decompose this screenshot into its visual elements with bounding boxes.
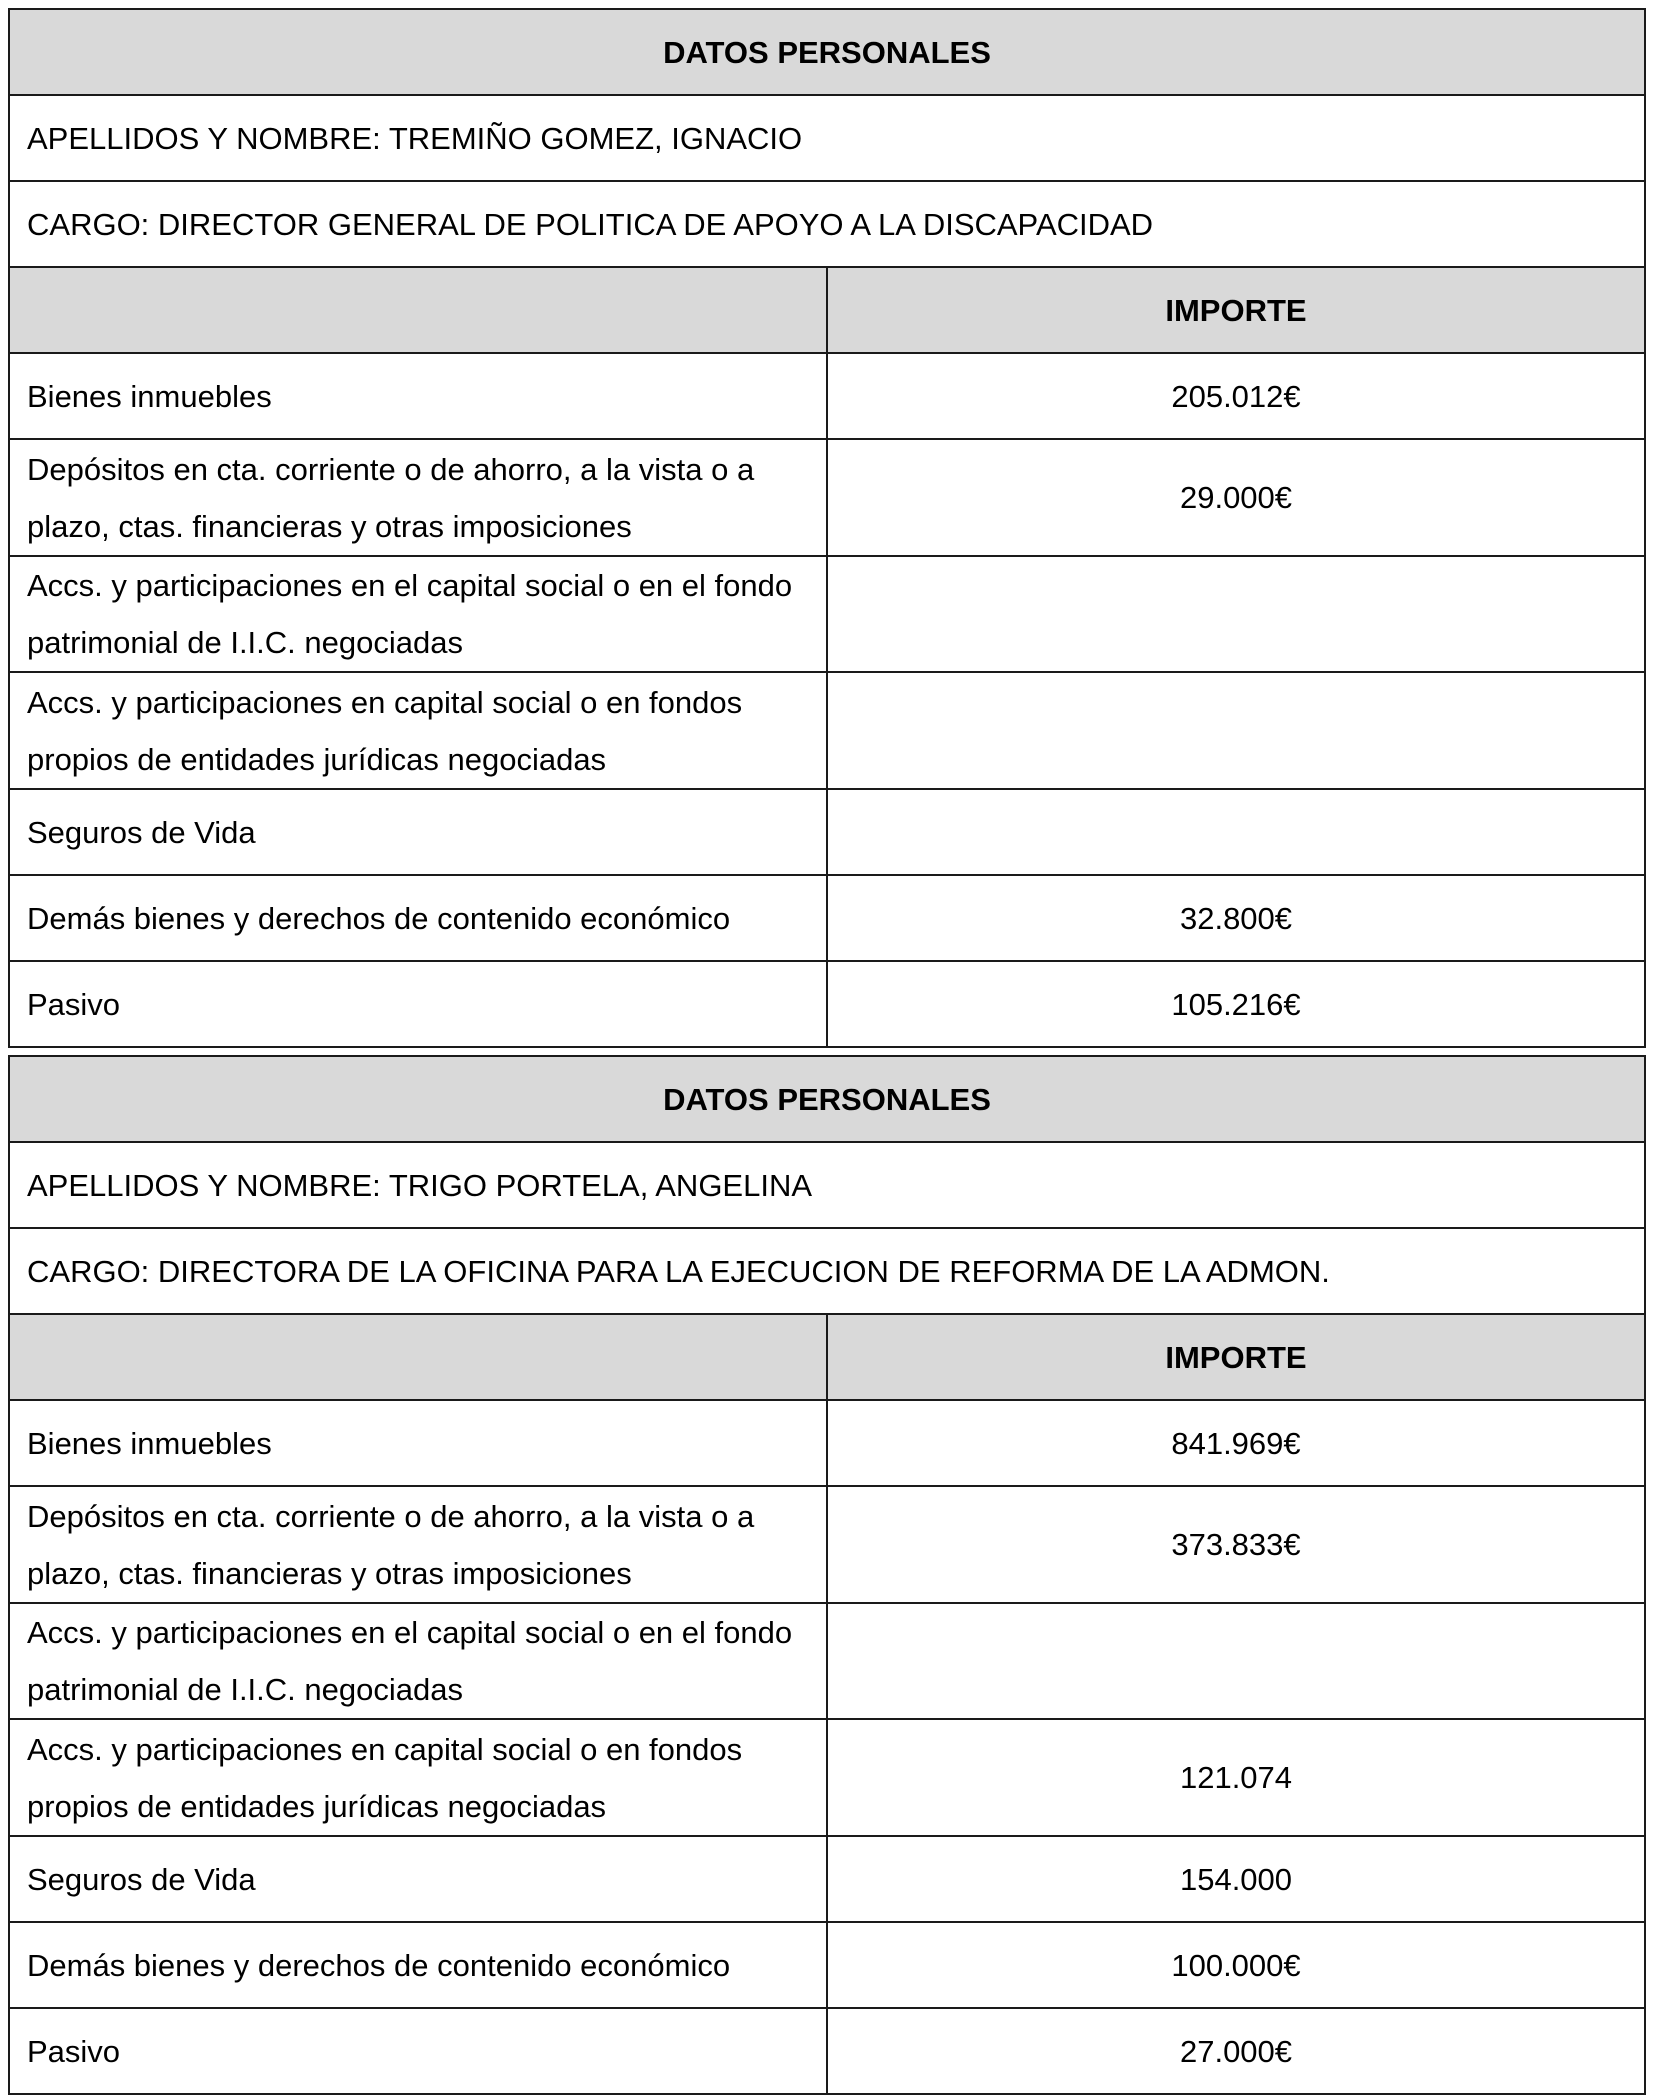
row-label: Seguros de Vida xyxy=(9,789,827,875)
amount-column-header: IMPORTE xyxy=(827,1314,1645,1400)
row-amount xyxy=(827,672,1645,789)
table-row xyxy=(9,2008,1645,2094)
table-row xyxy=(9,789,1645,875)
section-title: DATOS PERSONALES xyxy=(9,1056,1645,1142)
row-label: Demás bienes y derechos de contenido económico xyxy=(9,875,827,961)
table-row xyxy=(9,672,1645,789)
row-amount xyxy=(827,1603,1645,1719)
declaration-table-trigo xyxy=(8,1055,1646,2095)
row-amount: 205.012€ xyxy=(827,353,1645,439)
row-amount: 32.800€ xyxy=(827,875,1645,961)
row-amount: 29.000€ xyxy=(827,439,1645,556)
row-label: Pasivo xyxy=(9,2008,827,2094)
row-amount: 27.000€ xyxy=(827,2008,1645,2094)
row-label: Accs. y participaciones en el capital social o en el fondo patrimonial de I.I.C. negociadas xyxy=(9,1603,827,1719)
row-label: Depósitos en cta. corriente o de ahorro, a la vista o a plazo, ctas. financieras y otras imposiciones xyxy=(9,439,827,556)
table-row xyxy=(9,1922,1645,2008)
row-label: Seguros de Vida xyxy=(9,1836,827,1922)
table-row xyxy=(9,1400,1645,1486)
row-amount: 841.969€ xyxy=(827,1400,1645,1486)
table-row xyxy=(9,1836,1645,1922)
table-row xyxy=(9,961,1645,1047)
row-label: Bienes inmuebles xyxy=(9,1400,827,1486)
name-line: APELLIDOS Y NOMBRE: TRIGO PORTELA, ANGELINA xyxy=(9,1142,1645,1228)
position-line: CARGO: DIRECTOR GENERAL DE POLITICA DE APOYO A LA DISCAPACIDAD xyxy=(9,181,1645,267)
label-column-header xyxy=(9,1314,827,1400)
row-label: Depósitos en cta. corriente o de ahorro, a la vista o a plazo, ctas. financieras y otras imposiciones xyxy=(9,1486,827,1603)
amount-column-header: IMPORTE xyxy=(827,267,1645,353)
row-amount: 121.074 xyxy=(827,1719,1645,1836)
table-row xyxy=(9,1719,1645,1836)
row-amount: 100.000€ xyxy=(827,1922,1645,2008)
row-amount: 105.216€ xyxy=(827,961,1645,1047)
row-amount xyxy=(827,556,1645,672)
table-row xyxy=(9,1603,1645,1719)
row-amount xyxy=(827,789,1645,875)
row-label: Accs. y participaciones en capital social o en fondos propios de entidades jurídicas negociadas xyxy=(9,672,827,789)
row-label: Pasivo xyxy=(9,961,827,1047)
row-label: Bienes inmuebles xyxy=(9,353,827,439)
table-row xyxy=(9,353,1645,439)
declaration-table-treminio xyxy=(8,8,1646,1048)
table-row xyxy=(9,439,1645,556)
row-label: Accs. y participaciones en el capital social o en el fondo patrimonial de I.I.C. negociadas xyxy=(9,556,827,672)
row-amount: 154.000 xyxy=(827,1836,1645,1922)
table-row xyxy=(9,556,1645,672)
row-label: Demás bienes y derechos de contenido económico xyxy=(9,1922,827,2008)
position-line: CARGO: DIRECTORA DE LA OFICINA PARA LA EJECUCION DE REFORMA DE LA ADMON. xyxy=(9,1228,1645,1314)
table-row xyxy=(9,1486,1645,1603)
section-title: DATOS PERSONALES xyxy=(9,9,1645,95)
label-column-header xyxy=(9,267,827,353)
table-row xyxy=(9,875,1645,961)
row-label: Accs. y participaciones en capital social o en fondos propios de entidades jurídicas negociadas xyxy=(9,1719,827,1836)
name-line: APELLIDOS Y NOMBRE: TREMIÑO GOMEZ, IGNACIO xyxy=(9,95,1645,181)
row-amount: 373.833€ xyxy=(827,1486,1645,1603)
